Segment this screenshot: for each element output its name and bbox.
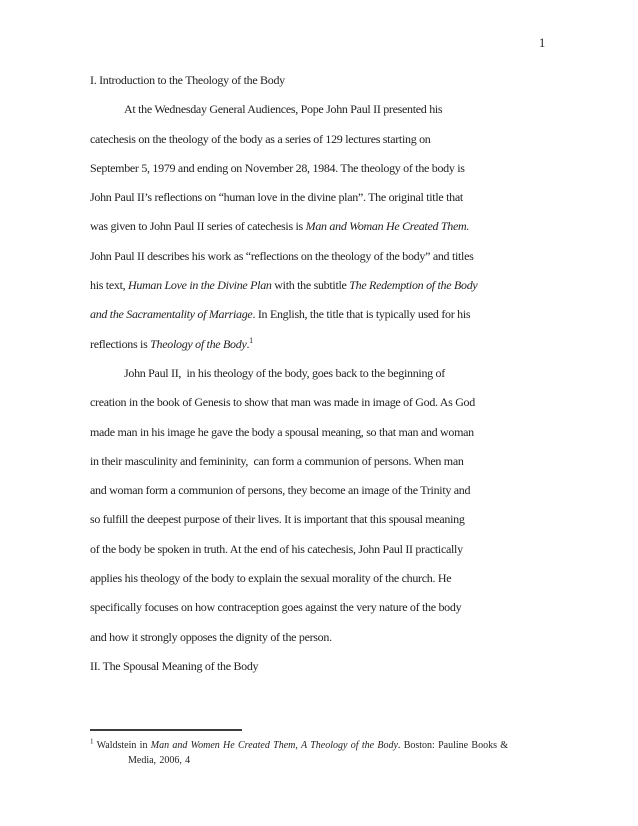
- footnote-separator-line: [90, 729, 242, 731]
- footnote-line: [90, 739, 550, 754]
- text-line: [90, 505, 590, 534]
- text-run: his text,: [90, 278, 128, 293]
- text-run: I. Introduction to the Theology of the Body: [90, 73, 285, 87]
- text-line: [90, 476, 590, 505]
- text-run: catechesis on the theology of the body as a series of 129 lectures starting on: [90, 131, 431, 146]
- text-run: specifically focuses on how contraception goes against the very nature of the body: [90, 600, 462, 615]
- text-run: creation in the book of Genesis to show that man was made in image of God. As God: [90, 395, 475, 410]
- text-line: [90, 125, 590, 154]
- text-line: [90, 95, 590, 124]
- text-run: so fulfill the deepest purpose of their lives. It is important that this spousal meaning: [90, 512, 465, 527]
- text-run: . Boston: Pauline Books &: [397, 740, 509, 751]
- text-line: [90, 330, 590, 359]
- text-run: and how it strongly opposes the dignity of the person.: [90, 629, 332, 644]
- text-line: [90, 271, 590, 300]
- text-line: [90, 623, 590, 652]
- footnote-reference-number: 1: [249, 335, 254, 345]
- text-line: [90, 535, 590, 564]
- text-run: Man and Women He Created Them, A Theology of the Body: [150, 740, 398, 751]
- text-run: was given to John Paul II series of catechesis is: [90, 219, 306, 234]
- text-run: At the Wednesday General Audiences, Pope John Paul II presented his: [124, 102, 443, 117]
- text-run: John Paul II describes his work as “reflections on the theology of the body” and titles: [90, 248, 474, 263]
- text-line: [90, 593, 590, 622]
- text-run: with the subtitle: [271, 278, 350, 293]
- text-line: [90, 418, 590, 447]
- text-line: [90, 447, 590, 476]
- text-run: Man and Woman He Created Them.: [305, 219, 470, 234]
- text-run: Human Love in the Divine Plan: [128, 278, 272, 293]
- text-run: and woman form a communion of persons, they become an image of the Trinity and: [90, 483, 471, 498]
- text-line: [90, 564, 590, 593]
- text-run: John Paul II, in his theology of the body, goes back to the beginning of: [124, 365, 445, 380]
- text-line: [90, 242, 590, 271]
- text-run: September 5, 1979 and ending on November 28, 1984. The theology of the body is: [90, 160, 465, 175]
- text-line: [90, 183, 590, 212]
- text-line: [90, 154, 590, 183]
- text-run: .: [246, 336, 250, 351]
- footnote: [90, 729, 550, 768]
- text-run: Waldstein in: [93, 740, 151, 751]
- text-run: Media, 2006, 4: [128, 754, 191, 766]
- text-run: John Paul II’s reflections on “human love in the divine plan”. The original title that: [90, 190, 463, 205]
- text-run: made man in his image he gave the body a spousal meaning, so that man and woman: [90, 424, 474, 439]
- text-run: reflections is: [90, 336, 151, 351]
- text-line: [90, 66, 590, 95]
- page-number: 1: [538, 36, 545, 50]
- text-run: of the body be spoken in truth. At the end of his catechesis, John Paul II practically: [90, 541, 463, 556]
- text-line: [90, 300, 590, 329]
- text-run: Theology of the Body: [150, 336, 247, 351]
- document-text: [90, 66, 590, 681]
- text-line: [90, 388, 590, 417]
- text-line: [90, 359, 590, 388]
- text-run: applies his theology of the body to explain the sexual morality of the church. He: [90, 571, 452, 586]
- footnote-text: [90, 739, 550, 768]
- text-run: . In English, the title that is typically used for his: [252, 307, 471, 322]
- text-line: [90, 652, 590, 681]
- text-run: II. The Spousal Meaning of the Body: [90, 658, 259, 673]
- footnote-reference-number: 1: [90, 737, 94, 746]
- text-run: and the Sacramentality of Marriage: [90, 307, 253, 322]
- footnote-line: [90, 754, 550, 769]
- text-run: in their masculinity and femininity, can form a communion of persons. When man: [90, 453, 464, 468]
- text-line: [90, 212, 590, 241]
- text-run: The Redemption of the Body: [349, 278, 478, 293]
